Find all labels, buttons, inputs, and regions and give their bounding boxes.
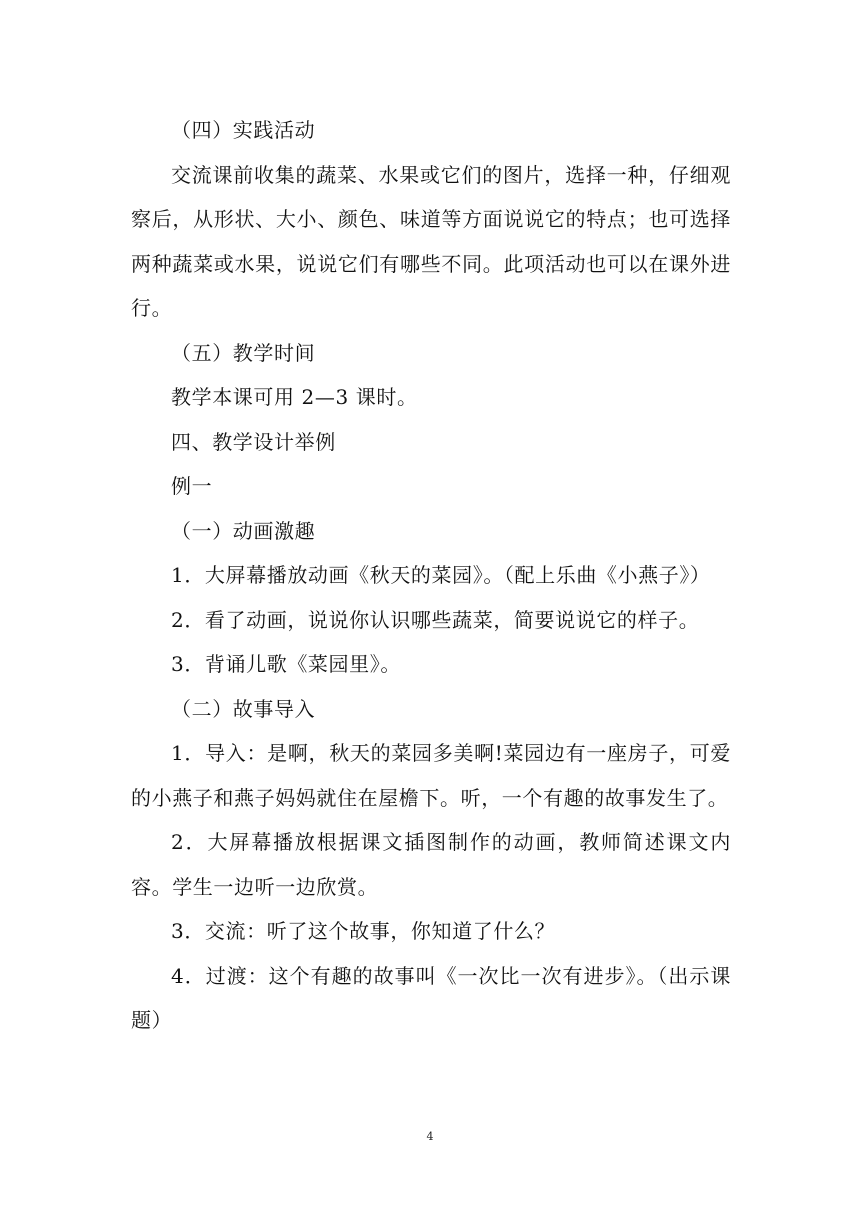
list-item-story-discussion: 3．交流：听了这个故事，你知道了什么？ bbox=[171, 919, 556, 943]
list-item-play-animation: 1．大屏幕播放动画《秋天的菜园》。（配上乐曲《小燕子》） bbox=[171, 563, 711, 587]
subheading-story-introduction: （二）故事导入 bbox=[171, 696, 316, 721]
list-item-story-animation: 2．大屏幕播放根据课文插图制作的动画，教师简述课文内容。学生一边听一边欣赏。 bbox=[131, 830, 731, 899]
example-heading: 例一 bbox=[171, 474, 213, 498]
list-item-discuss-vegetables: 2．看了动画，说说你认识哪些蔬菜，简要说说它的样子。 bbox=[171, 607, 700, 632]
section-heading-practice-activity: （四）实践活动 bbox=[171, 118, 316, 142]
document-body bbox=[131, 108, 731, 1043]
paragraph-teaching-time: 教学本课可用 2—3 课时。 bbox=[171, 385, 418, 409]
page-number: 4 bbox=[426, 1130, 434, 1143]
section-heading-teaching-time: （五）教学时间 bbox=[171, 340, 316, 365]
paragraph-practice-activity-description: 交流课前收集的蔬菜、水果或它们的图片，选择一种，仔细观察后，从形状、大小、颜色、味道等方面说说它的特点；也可选择两种蔬菜或水果，说说它们有哪些不同。此项活动也可以在课外进行。 bbox=[131, 162, 731, 320]
list-item-story-intro: 1．导入：是啊，秋天的菜园多美啊!菜园边有一座房子，可爱的小燕子和燕子妈妈就住在屋檐下。听，一个有趣的故事发生了。 bbox=[131, 741, 731, 810]
list-item-transition-title: 4．过渡：这个有趣的故事叫《一次比一次有进步》。（出示课题） bbox=[131, 963, 731, 1032]
subheading-animation-interest: （一）动画激趣 bbox=[171, 518, 316, 543]
list-item-recite-rhyme: 3．背诵儿歌《菜园里》。 bbox=[171, 652, 401, 676]
section-heading-teaching-design-examples: 四、教学设计举例 bbox=[171, 429, 336, 454]
